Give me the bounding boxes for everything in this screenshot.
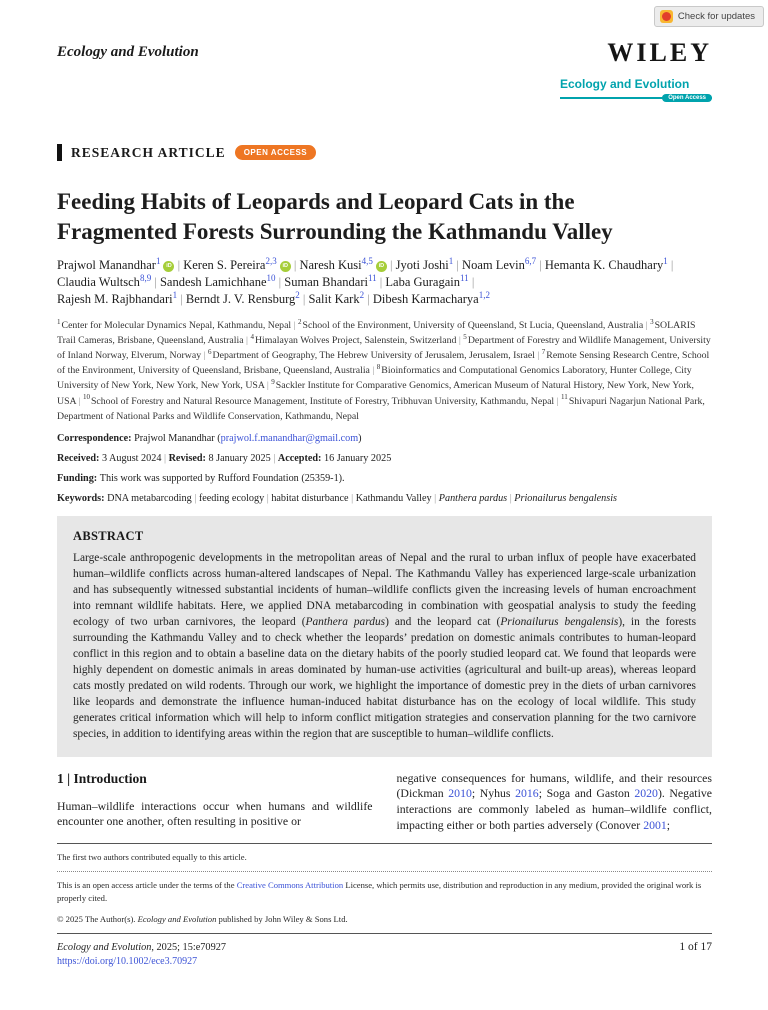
crossmark-icon — [660, 10, 673, 23]
footer-citation: Ecology and Evolution, 2025; 15:e70927 — [57, 941, 227, 953]
inline-link[interactable]: 2001 — [643, 818, 667, 832]
affiliation-separator: | — [76, 395, 83, 407]
author-list — [57, 257, 712, 308]
affiliation-separator: | — [534, 350, 542, 362]
author-affiliation-sup: 1 — [155, 255, 161, 266]
affiliation: Shivapuri Nagarjun National Park, Department of National Parks and Wildlife Conservation, Kathmandu, Nepal — [57, 395, 705, 422]
license-note: This is an open access article under the terms of the Creative Commons Attribution License, which permits use, distribution and reproduction in any medium, provided the original work is properly cited. — [57, 879, 702, 904]
journal-brand-name: Ecology and Evolution — [560, 77, 690, 91]
abstract-heading: ABSTRACT — [73, 528, 144, 543]
author-name: Prajwol Manandhar — [57, 257, 156, 272]
publisher-brand-block — [560, 38, 712, 104]
affiliation-separator: | — [243, 334, 251, 346]
footnote-rule — [57, 843, 712, 844]
author-name: Hemanta K. Chaudhary — [544, 257, 664, 272]
author-affiliation-sup: 4,5 — [361, 255, 373, 266]
dotted-divider — [57, 871, 712, 872]
author-separator: | — [468, 274, 475, 289]
correspondence-line: Correspondence: Prajwol Manandhar (prajwol.f.manandhar@gmail.com) — [57, 432, 362, 444]
article-title: Feeding Habits of Leopards and Leopard Cats in the Fragmented Forests Surrounding the Kathmandu Valley — [57, 189, 613, 244]
inline-link[interactable]: Creative Commons Attribution — [236, 879, 344, 890]
article-type-row — [57, 144, 712, 161]
author-affiliation-sup: 10 — [266, 272, 276, 283]
affiliation: Department of Geography, The Hebrew University of Jerusalem, Jerusalem, Israel — [212, 350, 535, 362]
affiliation-separator: | — [369, 365, 377, 377]
author-separator: | — [174, 257, 184, 272]
intro-left-paragraph: Human–wildlife interactions occur when humans and wildlife encounter one another, often resulting in positive or — [57, 798, 373, 829]
affiliation-number: 4 — [250, 332, 254, 341]
author-separator: | — [453, 257, 463, 272]
journal-brand — [560, 77, 712, 104]
orcid-icon[interactable]: iD — [376, 261, 387, 272]
intro-right-paragraph: negative consequences for humans, wildlife, and their resources (Dickman 2010; Nyhus 2016; Soga and Gaston 2020). Negative interactions are commonly labeled as human–wildlife conflict, impacting either or both parties adversely (Conover 2001; — [396, 770, 712, 832]
orcid-icon[interactable]: iD — [280, 261, 291, 272]
author-separator: | — [275, 274, 285, 289]
author-separator: | — [299, 291, 309, 306]
affiliation-number: 6 — [207, 347, 212, 356]
orcid-icon[interactable]: iD — [163, 261, 174, 272]
author-name: Berndt J. V. Rensburg — [185, 291, 296, 306]
page-indicator: 1 of 17 — [679, 940, 712, 953]
affiliation-separator: | — [291, 319, 299, 331]
author-affiliation-sup: 11 — [460, 272, 469, 283]
affiliation-number: 9 — [271, 378, 275, 387]
journal-name-header: Ecology and Evolution — [57, 44, 199, 60]
abstract-box — [57, 516, 712, 757]
affiliation-separator: | — [264, 380, 272, 392]
author-separator: | — [536, 257, 545, 272]
author-name: Noam Levin — [462, 257, 525, 272]
article-type-label: RESEARCH ARTICLE — [71, 144, 226, 160]
affiliation-number: 1 — [57, 317, 61, 326]
type-bar-icon — [57, 144, 62, 161]
inline-link[interactable]: 2016 — [515, 786, 539, 801]
affiliation-number: 2 — [298, 317, 302, 326]
inline-link[interactable]: 2010 — [448, 786, 472, 801]
author-name: Salit Kark — [308, 291, 360, 306]
affiliation: School of the Environment, University of Queensland, St Lucia, Queensland, Australia — [302, 319, 644, 331]
inline-link[interactable]: 2020 — [634, 786, 658, 801]
author-name: Claudia Wultsch — [57, 274, 140, 289]
doi-link[interactable]: https://doi.org/10.1002/ece3.70927 — [57, 955, 198, 967]
author-separator: | — [290, 257, 300, 272]
inline-link[interactable]: prajwol.f.manandhar@gmail.com — [220, 432, 359, 444]
equal-contribution-note: The first two authors contributed equally to this article. — [57, 851, 247, 862]
abstract-text: Large-scale anthropogenic developments in the metropolitan areas of Nepal and the rural to urban influx of people have exacerbated human–wildlife conflicts across human-altered landscapes of Nepal. The Kathmandu Valley has experienced large-scale urbanization and has subsequently witnessed substantial incidents of human–wildlife conflicts given the increasing levels of human encroachment into remnant wildlife habitats. Here, we applied DNA metabarcoding in combination with geospatial analysis to study the feeding ecology of two urban carnivores, the leopard (Panthera pardus) and the leopard cat (Prionailurus bengalensis), in the forests surrounding the Kathmandu Valley and to check whether the leopards’ predation on domestic animals contributes to human-leopard conflict in this region and to obtain a baseline data on the dietary habits of the poorly studied leopard cat. We found that leopards were highly dependent on domestic animals in areas dominated by human-use activities (agricultural and built-up areas), whereas leopard cats mostly predated on wild rodents. Through our work, we highlight the importance of domestic prey in the diets of urban carnivores like leopards and demonstrate the influence human-induced habitat disturbance has on the ecology of local wildlife. This study generates critical information which will help to inform conflict mitigation strategies and conservation planning for the two carnivore species, in addition to identifying areas within the region that are susceptible to human–wildlife conflicts. — [73, 551, 697, 740]
page-header — [57, 0, 712, 104]
author-name: Dibesh Karmacharya — [372, 291, 479, 306]
author-separator: | — [151, 274, 160, 289]
open-access-badge: OPEN ACCESS — [235, 145, 316, 160]
affiliation: Department of Forestry and Wildlife Management, University of Inland Norway, Elverum, Norway — [57, 334, 711, 362]
page-footer — [57, 941, 712, 968]
author-affiliation-sup: 1 — [172, 289, 178, 300]
affiliation-separator: | — [456, 334, 464, 346]
author-name: Sandesh Lamichhane — [159, 274, 267, 289]
dates-line: Received: 3 August 2024 | Revised: 8 January 2025 | Accepted: 16 January 2025 — [57, 452, 392, 464]
author-affiliation-sup: 2 — [295, 289, 300, 300]
keywords-line: Keywords: DNA metabarcoding | feeding ecology | habitat disturbance | Kathmandu Valley | Panthera pardus | Prionailurus bengalensis — [57, 492, 618, 504]
section-heading-introduction: 1 | Introduction — [57, 770, 147, 786]
author-affiliation-sup: 1 — [448, 255, 454, 266]
check-for-updates-button[interactable] — [654, 6, 764, 27]
right-column — [397, 771, 713, 834]
body-columns — [57, 771, 712, 834]
affiliation: SOLARIS Trail Cameras, Brisbane, Queensland, Australia — [57, 319, 696, 346]
author-affiliation-sup: 11 — [367, 272, 377, 283]
author-affiliation-sup: 2,3 — [265, 255, 277, 266]
wiley-logo: WILEY — [607, 38, 712, 67]
journal-brand-rule — [560, 94, 712, 104]
author-separator: | — [177, 291, 186, 306]
copyright-note: © 2025 The Author(s). Ecology and Evolution published by John Wiley & Sons Ltd. — [57, 914, 348, 925]
author-name: Rajesh M. Rajbhandari — [57, 291, 173, 306]
author-affiliation-sup: 8,9 — [139, 272, 152, 283]
affiliation-number: 3 — [650, 317, 654, 326]
footer-rule — [57, 933, 712, 934]
affiliation-number: 7 — [541, 347, 546, 356]
author-name: Laba Guragain — [385, 274, 461, 289]
left-column — [57, 771, 373, 834]
author-separator: | — [376, 274, 386, 289]
affiliation-separator: | — [554, 395, 562, 407]
affiliation: School of Forestry and Natural Resource Management, Institute of Forestry, Tribhuvan University, Kathmandu, Nepal — [90, 395, 555, 407]
open-access-pill: Open Access — [662, 94, 712, 102]
author-name: Naresh Kusi — [299, 257, 362, 272]
affiliation-separator: | — [201, 350, 208, 362]
author-separator: | — [364, 291, 373, 306]
author-affiliation-sup: 2 — [359, 289, 365, 300]
affiliation-number: 5 — [463, 332, 467, 341]
author-separator: | — [667, 257, 674, 272]
author-affiliation-sup: 1 — [663, 255, 668, 266]
affiliation-number: 8 — [376, 363, 381, 372]
author-name: Jyoti Joshi — [395, 257, 449, 272]
author-affiliation-sup: 1,2 — [478, 289, 490, 300]
affiliation: Center for Molecular Dynamics Nepal, Kathmandu, Nepal — [61, 319, 292, 331]
affiliation: Remote Sensing Research Centre, School of the Environment, University of Queensland, Brisbane, Queensland, Australia — [57, 350, 710, 377]
affiliation: Bioinformatics and Computational Genomics Laboratory, Hunter College, City University of New York, New York, New York, USA — [57, 365, 692, 392]
affiliation-list — [57, 318, 712, 424]
check-for-updates-label: Check for updates — [677, 11, 755, 22]
author-separator: | — [386, 257, 396, 272]
author-name: Suman Bhandari — [284, 274, 368, 289]
funding-line: Funding: This work was supported by Rufford Foundation (25359-1). — [57, 472, 345, 484]
affiliation-number: 10 — [82, 393, 90, 402]
affiliation-separator: | — [643, 319, 651, 331]
affiliation: Himalayan Wolves Project, Salenstein, Switzerland — [254, 334, 457, 346]
author-affiliation-sup: 6,7 — [524, 255, 537, 266]
affiliation: Sackler Institute for Comparative Genomics, American Museum of Natural History, New York, New York, USA — [57, 380, 694, 407]
footer-citation-block — [57, 941, 226, 968]
affiliation-number: 11 — [561, 393, 568, 402]
author-name: Keren S. Pereira — [183, 257, 266, 272]
